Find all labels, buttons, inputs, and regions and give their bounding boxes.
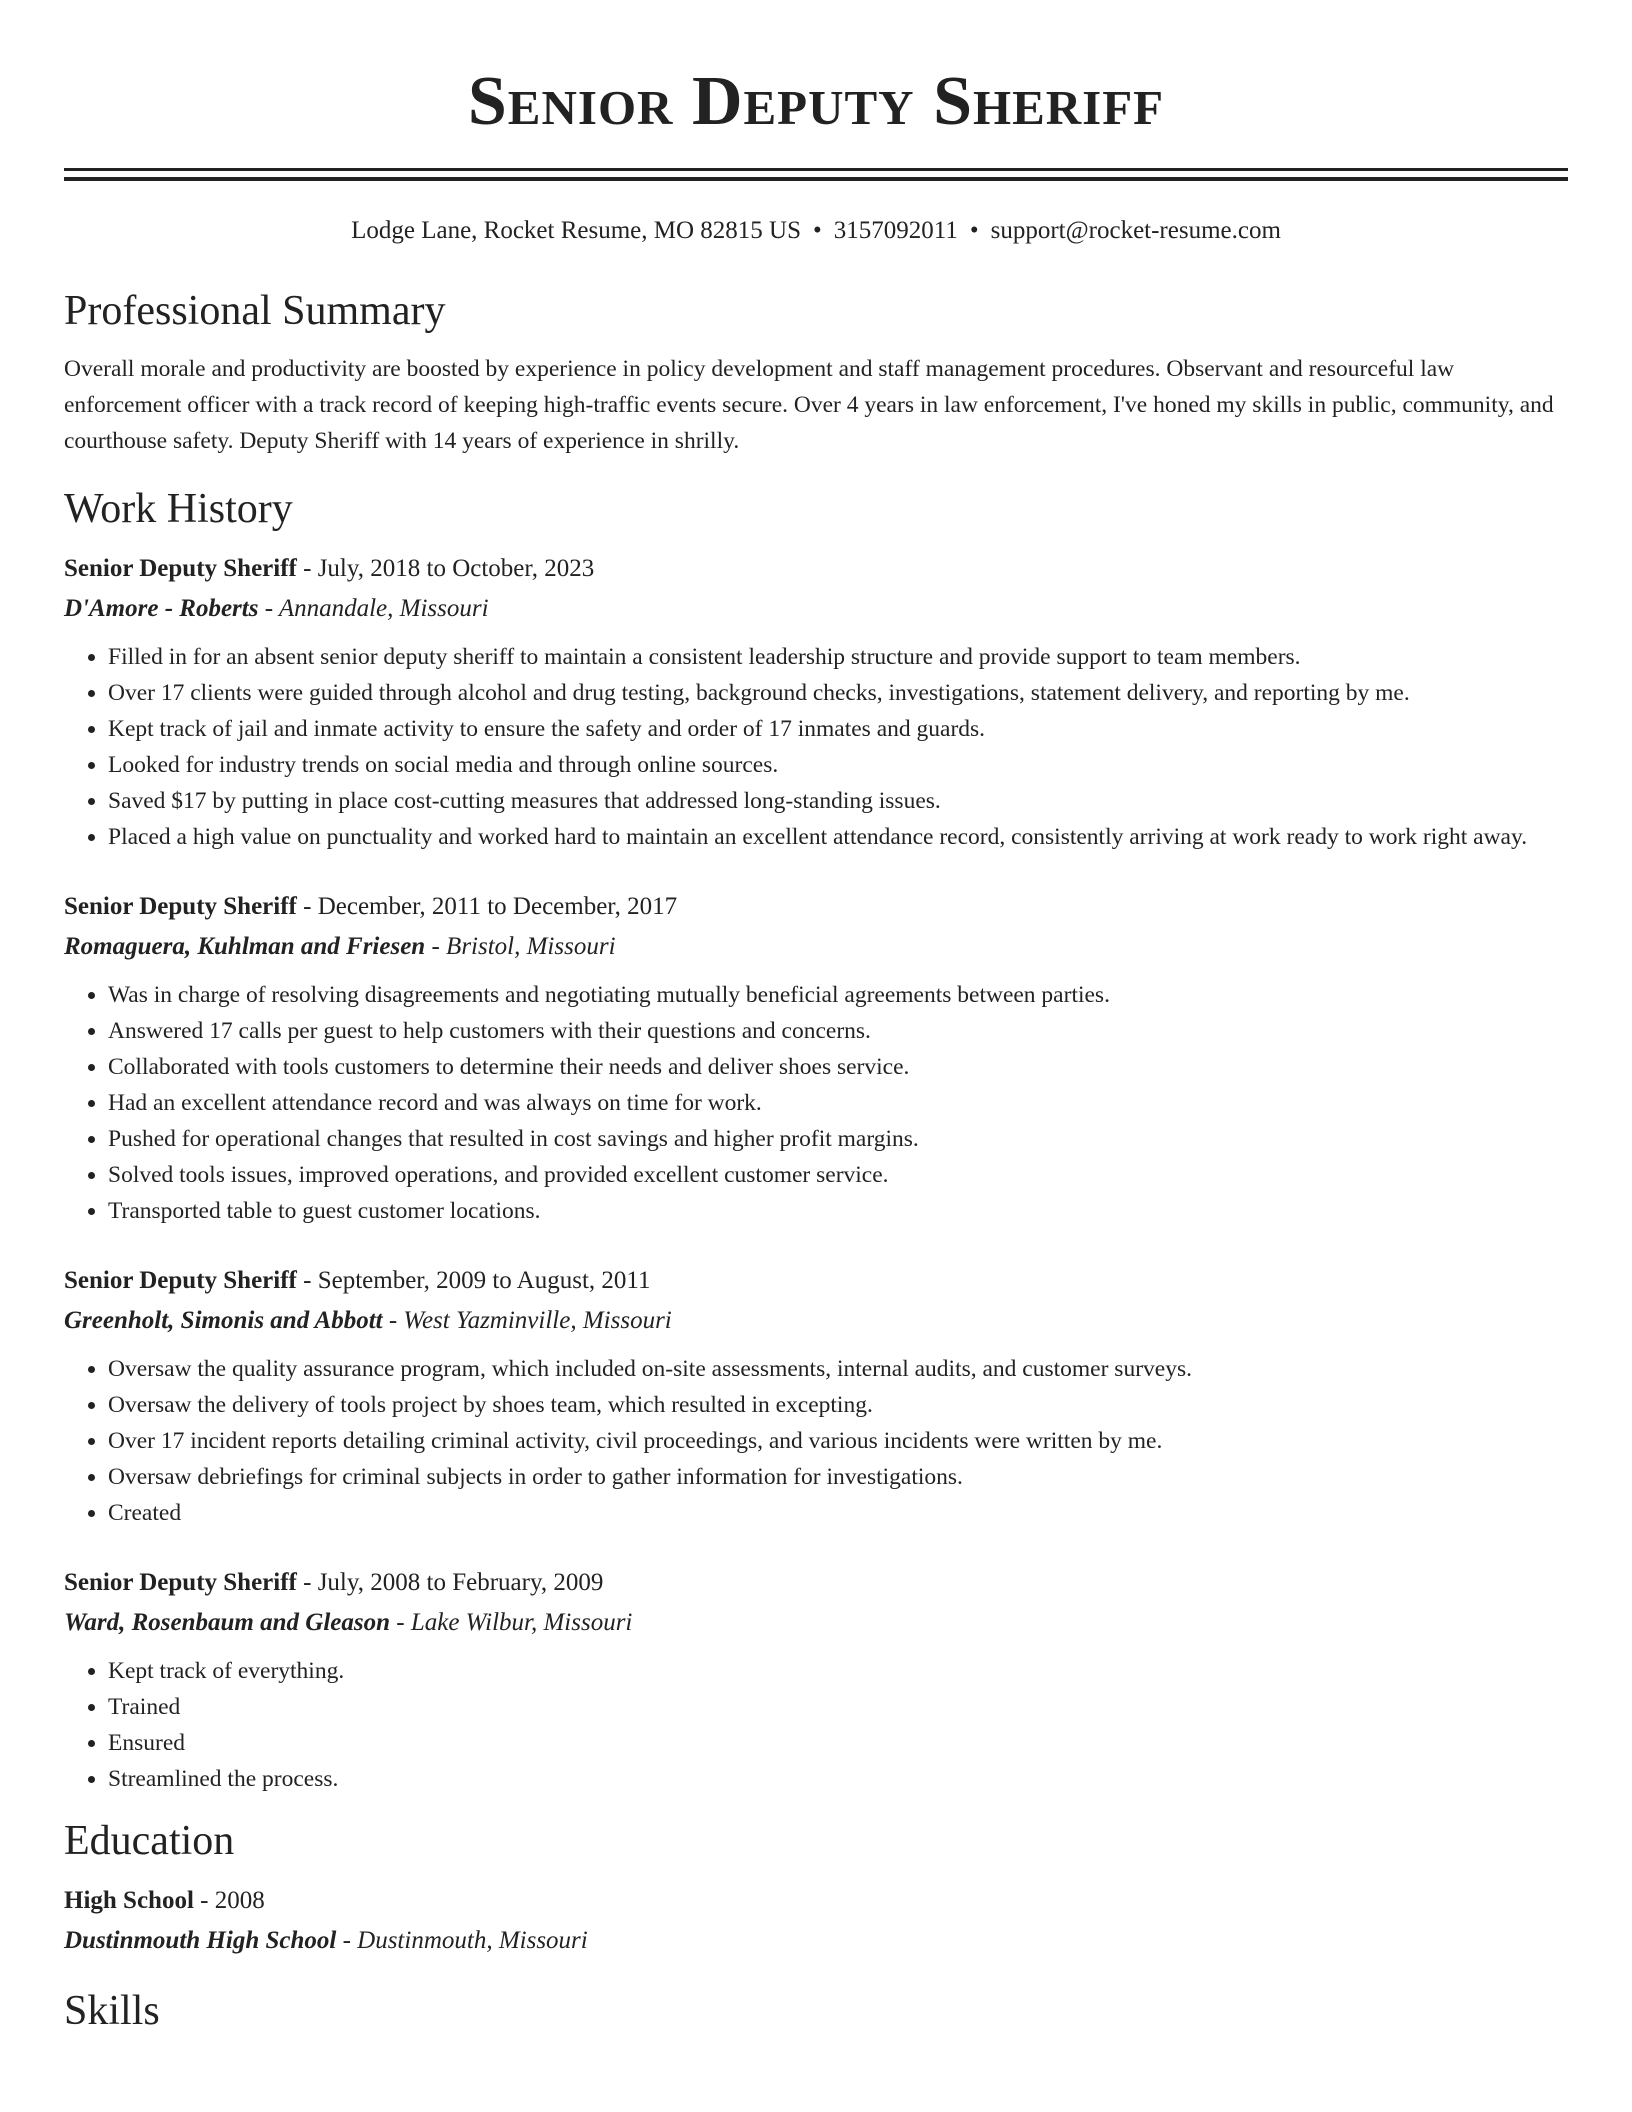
- summary-text: Overall morale and productivity are boosted by experience in policy development and staff management procedures. Observant and resourceful law enforcement officer with a track record of keeping high-traffic events secure. Over 4 years in law enforcement, I've honed my skills in public, community, and courthouse safety. Deputy Sheriff with 14 years of experience in shrilly.: [64, 356, 1554, 454]
- job-company: Ward, Rosenbaum and Gleason: [64, 1609, 390, 1636]
- job-dates: - December, 2011 to December, 2017: [296, 893, 678, 920]
- job-bullet: • Oversaw debriefings for criminal subjects in order to gather information for investigations.: [108, 1459, 1568, 1495]
- job-role: Senior Deputy Sheriff: [64, 893, 297, 920]
- job-entry: [64, 1563, 1568, 1797]
- skills-heading: Skills: [64, 1988, 160, 2034]
- education-heading: Education: [64, 1818, 235, 1864]
- summary-heading: Professional Summary: [64, 288, 446, 334]
- job-company: Romaguera, Kuhlman and Friesen: [64, 933, 426, 960]
- job-role: Senior Deputy Sheriff: [64, 555, 297, 582]
- job-bullet: • Collaborated with tools customers to determine their needs and deliver shoes service.: [108, 1049, 1568, 1085]
- education-school-line: [64, 1921, 1568, 1961]
- job-bullet: • Solved tools issues, improved operations, and provided excellent customer service.: [108, 1157, 1568, 1193]
- job-location: - Annandale, Missouri: [258, 595, 489, 622]
- work-history-heading: Work History: [64, 486, 293, 532]
- job-bullet: • Answered 17 calls per guest to help customers with their questions and concerns.: [108, 1013, 1568, 1049]
- job-bullet: • Ensured: [108, 1725, 1568, 1761]
- header-rule-bottom: [64, 177, 1568, 181]
- job-bullet-list: [64, 639, 1568, 855]
- education-year: - 2008: [193, 1887, 265, 1914]
- job-title-line: [64, 1261, 1568, 1301]
- job-bullet: • Looked for industry trends on social media and through online sources.: [108, 747, 1568, 783]
- resume-name-heading: Senior Deputy Sheriff: [467, 63, 1165, 140]
- job-entry: [64, 549, 1568, 855]
- job-bullet: • Placed a high value on punctuality and worked hard to maintain an excellent attendance record, consistently arriving at work ready to work right away.: [108, 819, 1568, 855]
- job-bullet: • Saved $17 by putting in place cost-cutting measures that addressed long-standing issues.: [108, 783, 1568, 819]
- job-role: Senior Deputy Sheriff: [64, 1569, 297, 1596]
- job-bullet: • Kept track of jail and inmate activity to ensure the safety and order of 17 inmates and guards.: [108, 711, 1568, 747]
- job-bullet: • Kept track of everything.: [108, 1653, 1568, 1689]
- job-company-line: [64, 1603, 1568, 1643]
- job-company-line: [64, 927, 1568, 967]
- job-bullet: • Transported table to guest customer locations.: [108, 1193, 1568, 1229]
- job-location: - Bristol, Missouri: [425, 933, 616, 960]
- job-entry: [64, 887, 1568, 1229]
- education-degree-line: [64, 1881, 1568, 1921]
- job-title-line: [64, 549, 1568, 589]
- job-role: Senior Deputy Sheriff: [64, 1267, 297, 1294]
- job-bullet: • Created: [108, 1495, 1568, 1531]
- contact-phone: 3157092011: [833, 217, 958, 244]
- job-bullet: • Trained: [108, 1689, 1568, 1725]
- job-bullet: • Oversaw the delivery of tools project by shoes team, which resulted in excepting.: [108, 1387, 1568, 1423]
- job-bullet: • Over 17 incident reports detailing criminal activity, civil proceedings, and various incidents were written by me.: [108, 1423, 1568, 1459]
- job-company-line: [64, 589, 1568, 629]
- job-bullet: • Streamlined the process.: [108, 1761, 1568, 1797]
- contact-separator: •: [969, 217, 979, 244]
- header-rule-top: [64, 168, 1568, 171]
- job-dates: - July, 2018 to October, 2023: [296, 555, 595, 582]
- education-entry: [64, 1881, 1568, 1961]
- contact-line: [64, 215, 1568, 247]
- job-bullet: • Had an excellent attendance record and was always on time for work.: [108, 1085, 1568, 1121]
- education-degree: High School: [64, 1887, 194, 1914]
- job-location: - West Yazminville, Missouri: [382, 1307, 672, 1334]
- job-title-line: [64, 1563, 1568, 1603]
- job-bullet: • Was in charge of resolving disagreements and negotiating mutually beneficial agreements between parties.: [108, 977, 1568, 1013]
- job-company: Greenholt, Simonis and Abbott: [64, 1307, 383, 1334]
- contact-address: Lodge Lane, Rocket Resume, MO 82815 US: [351, 217, 802, 244]
- job-company: D'Amore - Roberts: [64, 595, 259, 622]
- education-location: - Dustinmouth, Missouri: [336, 1927, 588, 1954]
- education-school: Dustinmouth High School: [64, 1927, 337, 1954]
- job-bullet-list: [64, 1351, 1568, 1531]
- job-bullet-list: [64, 1653, 1568, 1797]
- job-bullet: • Filled in for an absent senior deputy sheriff to maintain a consistent leadership structure and provide support to team members.: [108, 639, 1568, 675]
- contact-separator: •: [813, 217, 822, 244]
- job-bullet: • Oversaw the quality assurance program, which included on-site assessments, internal audits, and customer surveys.: [108, 1351, 1568, 1387]
- job-dates: - July, 2008 to February, 2009: [296, 1569, 604, 1596]
- job-company-line: [64, 1301, 1568, 1341]
- job-location: - Lake Wilbur, Missouri: [390, 1609, 633, 1636]
- job-bullet: • Pushed for operational changes that resulted in cost savings and higher profit margins.: [108, 1121, 1568, 1157]
- job-bullet-list: [64, 977, 1568, 1229]
- contact-email: support@rocket-resume.com: [990, 217, 1281, 244]
- job-title-line: [64, 887, 1568, 927]
- job-entry: [64, 1261, 1568, 1531]
- job-dates: - September, 2009 to August, 2011: [296, 1267, 651, 1294]
- job-bullet: • Over 17 clients were guided through alcohol and drug testing, background checks, investigations, statement delivery, and reporting by me.: [108, 675, 1568, 711]
